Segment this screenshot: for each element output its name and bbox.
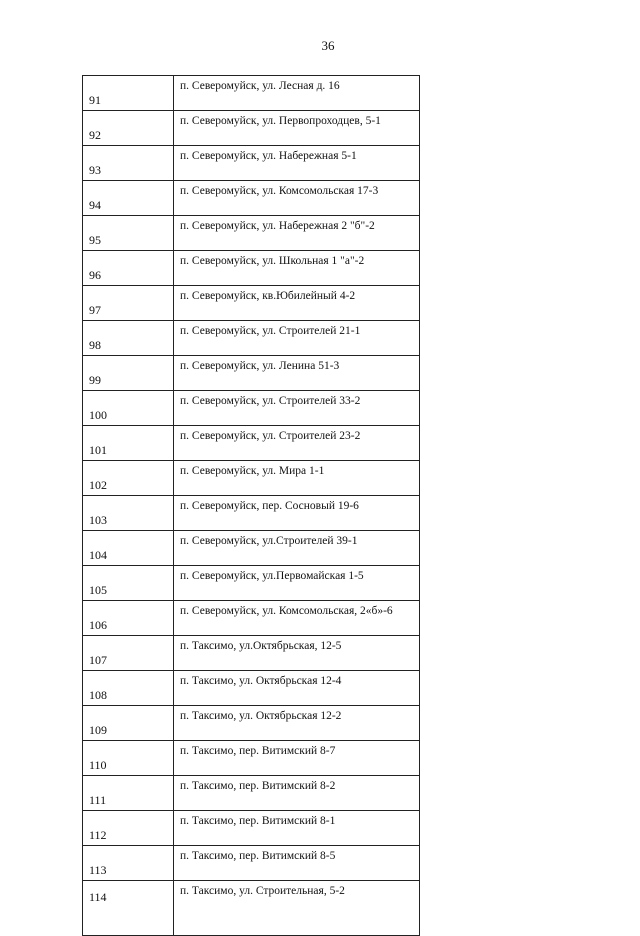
table-row xyxy=(83,531,420,566)
table-row xyxy=(83,391,420,426)
table-row xyxy=(83,111,420,146)
table-row xyxy=(83,636,420,671)
address-cell: п. Таксимо, ул. Октябрьская 12-2 xyxy=(174,706,420,741)
row-number-cell: 110 xyxy=(83,741,174,776)
table-row xyxy=(83,566,420,601)
table-row xyxy=(83,881,420,936)
table-row xyxy=(83,146,420,181)
table-row xyxy=(83,741,420,776)
row-number-cell: 105 xyxy=(83,566,174,601)
row-number-cell: 112 xyxy=(83,811,174,846)
address-cell: п. Северомуйск, ул.Строителей 39-1 xyxy=(174,531,420,566)
table-row xyxy=(83,461,420,496)
row-number-cell: 106 xyxy=(83,601,174,636)
table-row xyxy=(83,671,420,706)
address-cell: п. Таксимо, пер. Витимский 8-7 xyxy=(174,741,420,776)
row-number-cell: 97 xyxy=(83,286,174,321)
row-number-cell: 107 xyxy=(83,636,174,671)
row-number-cell: 91 xyxy=(83,76,174,111)
row-number-cell: 103 xyxy=(83,496,174,531)
row-number-cell: 94 xyxy=(83,181,174,216)
address-cell: п. Северомуйск, пер. Сосновый 19-6 xyxy=(174,496,420,531)
address-cell: п. Северомуйск, кв.Юбилейный 4-2 xyxy=(174,286,420,321)
address-cell: п. Северомуйск, ул. Ленина 51-3 xyxy=(174,356,420,391)
row-number-cell: 102 xyxy=(83,461,174,496)
address-table xyxy=(82,75,420,936)
address-cell: п. Северомуйск, ул. Школьная 1 "а"-2 xyxy=(174,251,420,286)
table-row xyxy=(83,846,420,881)
row-number-cell: 96 xyxy=(83,251,174,286)
table-row xyxy=(83,496,420,531)
row-number-cell: 114 xyxy=(83,881,174,936)
address-cell: п. Северомуйск, ул. Первопроходцев, 5-1 xyxy=(174,111,420,146)
row-number-cell: 99 xyxy=(83,356,174,391)
address-cell: п. Таксимо, пер. Витимский 8-5 xyxy=(174,846,420,881)
address-cell: п. Таксимо, пер. Витимский 8-2 xyxy=(174,776,420,811)
table-row xyxy=(83,251,420,286)
address-cell: п. Таксимо, ул. Строительная, 5-2 xyxy=(174,881,420,936)
table-row xyxy=(83,181,420,216)
row-number-cell: 98 xyxy=(83,321,174,356)
table-row xyxy=(83,356,420,391)
row-number-cell: 113 xyxy=(83,846,174,881)
address-cell: п. Северомуйск, ул. Строителей 23-2 xyxy=(174,426,420,461)
table-row xyxy=(83,776,420,811)
table-row xyxy=(83,321,420,356)
table-row xyxy=(83,76,420,111)
address-cell: п. Северомуйск, ул. Строителей 21-1 xyxy=(174,321,420,356)
row-number-cell: 93 xyxy=(83,146,174,181)
address-cell: п. Северомуйск, ул. Набережная 2 "б"-2 xyxy=(174,216,420,251)
row-number-cell: 108 xyxy=(83,671,174,706)
row-number-cell: 111 xyxy=(83,776,174,811)
address-cell: п. Северомуйск, ул. Строителей 33-2 xyxy=(174,391,420,426)
row-number-cell: 92 xyxy=(83,111,174,146)
address-cell: п. Северомуйск, ул.Первомайская 1-5 xyxy=(174,566,420,601)
table-row xyxy=(83,706,420,741)
page-number: 36 xyxy=(321,38,335,53)
table-row xyxy=(83,216,420,251)
table-row xyxy=(83,426,420,461)
row-number-cell: 101 xyxy=(83,426,174,461)
row-number-cell: 104 xyxy=(83,531,174,566)
row-number-cell: 109 xyxy=(83,706,174,741)
row-number-cell: 95 xyxy=(83,216,174,251)
address-cell: п. Северомуйск, ул. Мира 1-1 xyxy=(174,461,420,496)
table-row xyxy=(83,286,420,321)
address-table-body xyxy=(83,76,420,936)
table-row xyxy=(83,601,420,636)
address-cell: п. Северомуйск, ул. Комсомольская 17-3 xyxy=(174,181,420,216)
address-cell: п. Северомуйск, ул. Комсомольская, 2«б»-6 xyxy=(174,601,420,636)
table-row xyxy=(83,811,420,846)
address-cell: п. Северомуйск, ул. Лесная д. 16 xyxy=(174,76,420,111)
address-cell: п. Таксимо, пер. Витимский 8-1 xyxy=(174,811,420,846)
address-cell: п. Таксимо, ул. Октябрьская 12-4 xyxy=(174,671,420,706)
row-number-cell: 100 xyxy=(83,391,174,426)
address-cell: п. Таксимо, ул.Октябрьская, 12-5 xyxy=(174,636,420,671)
address-cell: п. Северомуйск, ул. Набережная 5-1 xyxy=(174,146,420,181)
